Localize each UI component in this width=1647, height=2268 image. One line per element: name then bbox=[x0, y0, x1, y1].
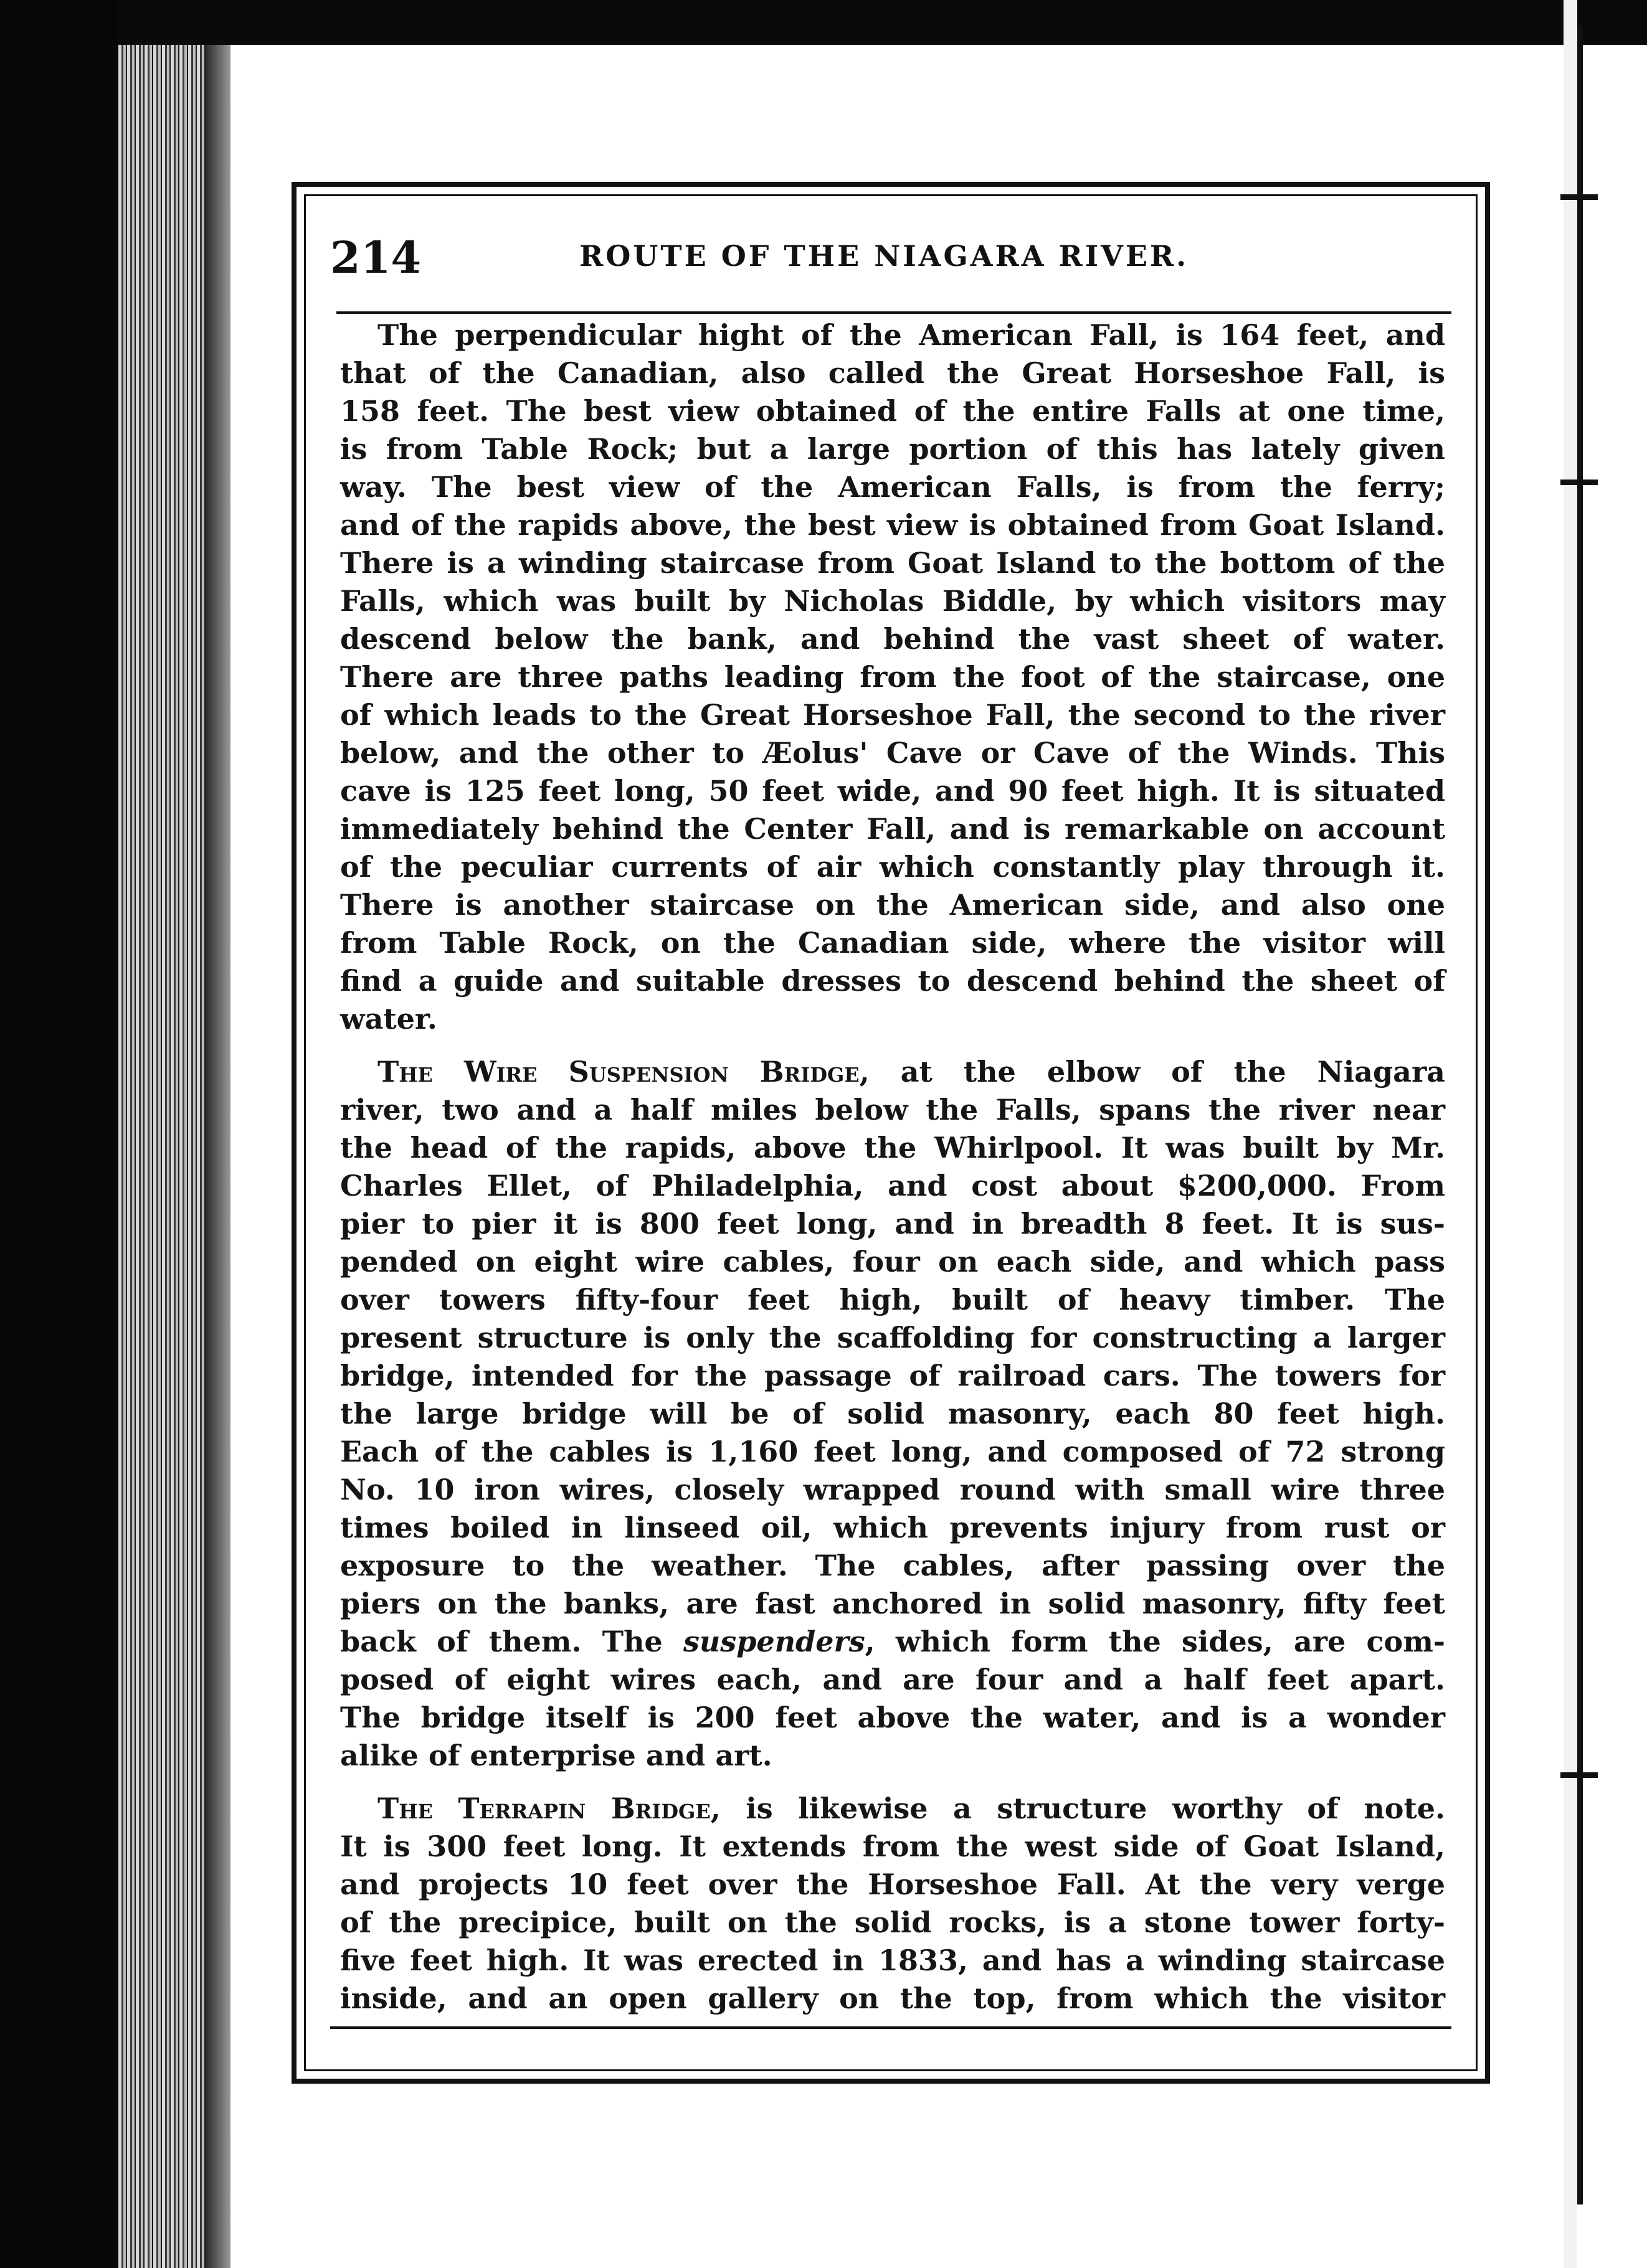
text-line: of which leads to the Great Horseshoe Fall, the second to the river bbox=[340, 698, 1445, 732]
text-line: way. The best view of the American Falls, is from the ferry; bbox=[340, 470, 1445, 504]
text-line: times boiled in linseed oil, which prevents injury from rust or bbox=[340, 1511, 1445, 1544]
gutter-shadow bbox=[206, 45, 230, 2268]
text-line bbox=[340, 1623, 1445, 1661]
right-rule-tick bbox=[1560, 194, 1598, 200]
scan-left-border bbox=[0, 0, 118, 2268]
text-line: Charles Ellet, of Philadelphia, and cost about $200,000. From bbox=[340, 1169, 1445, 1203]
page-number: 214 bbox=[330, 232, 422, 283]
text-line: the large bridge will be of solid masonry, each 80 feet high. bbox=[340, 1397, 1445, 1430]
text-line: inside, and an open gallery on the top, from which the visitor bbox=[340, 1982, 1445, 2015]
text-line: No. 10 iron wires, closely wrapped round with small wire three bbox=[340, 1473, 1445, 1506]
header-rule bbox=[336, 311, 1451, 314]
text-line: present structure is only the scaffolding for constructing a larger bbox=[340, 1321, 1445, 1354]
right-rule-tick bbox=[1560, 480, 1598, 485]
text-line: posed of eight wires each, and are four and a half feet apart. bbox=[340, 1663, 1445, 1696]
text-line: piers on the banks, are fast anchored in solid masonry, fifty feet bbox=[340, 1587, 1445, 1620]
text-line: 158 feet. The best view obtained of the entire Falls at one time, bbox=[340, 394, 1445, 428]
text-line: and projects 10 feet over the Horseshoe Fall. At the very verge bbox=[340, 1868, 1445, 1901]
text-line: The perpendicular hight of the American Fall, is 164 feet, and bbox=[377, 318, 1445, 352]
text-line: There are three paths leading from the foot of the staircase, one bbox=[340, 660, 1445, 694]
text-line: descend below the bank, and behind the vast sheet of water. bbox=[340, 622, 1445, 656]
text-span: , is likewise a structure worthy of note. bbox=[710, 1792, 1445, 1825]
text-line: of the peculiar currents of air which constantly play through it. bbox=[340, 850, 1445, 884]
text-line: There is another staircase on the American side, and also one bbox=[340, 888, 1445, 922]
text-line: cave is 125 feet long, 50 feet wide, and 90 feet high. It is situated bbox=[340, 774, 1445, 808]
text-line: the head of the rapids, above the Whirlpool. It was built by Mr. bbox=[340, 1131, 1445, 1165]
text-line: pier to pier it is 800 feet long, and in breadth 8 feet. It is sus- bbox=[340, 1207, 1445, 1240]
scan-top-border bbox=[0, 0, 1647, 45]
text-line: find a guide and suitable dresses to descend behind the sheet of bbox=[340, 964, 1445, 998]
text-line bbox=[340, 1053, 1445, 1091]
paragraph-terrapin-bridge bbox=[340, 1790, 1445, 2018]
text-span: , at the elbow of the Niagara bbox=[859, 1055, 1445, 1089]
paragraph-wire-suspension-bridge bbox=[340, 1053, 1445, 1775]
right-margin-rule bbox=[1577, 25, 1583, 2204]
text-line: There is a winding staircase from Goat Island to the bottom of the bbox=[340, 546, 1445, 580]
body-text bbox=[340, 316, 1445, 2018]
text-span: back of them. The bbox=[340, 1625, 683, 1658]
text-line: water. bbox=[340, 1002, 437, 1036]
right-margin-gap bbox=[1564, 0, 1577, 2268]
right-rule-tick bbox=[1560, 1772, 1598, 1778]
text-line: Falls, which was built by Nicholas Biddle, by which visitors may bbox=[340, 584, 1445, 618]
section-heading: The Terrapin Bridge bbox=[377, 1792, 711, 1825]
text-line: exposure to the weather. The cables, after passing over the bbox=[340, 1549, 1445, 1582]
text-line: and of the rapids above, the best view is obtained from Goat Island. bbox=[340, 508, 1445, 542]
paragraph-american-fall bbox=[340, 316, 1445, 1038]
text-span: , which form the sides, are com- bbox=[865, 1625, 1446, 1658]
text-line: bridge, intended for the passage of railroad cars. The towers for bbox=[340, 1359, 1445, 1392]
text-line: immediately behind the Center Fall, and is remarkable on account bbox=[340, 812, 1445, 846]
text-line: alike of enterprise and art. bbox=[340, 1739, 772, 1772]
text-line: is from Table Rock; but a large portion of this has lately given bbox=[340, 432, 1445, 466]
text-line: of the precipice, built on the solid rocks, is a stone tower forty- bbox=[340, 1906, 1445, 1939]
emphasized-word: suspenders bbox=[683, 1625, 865, 1658]
text-line: over towers fifty-four feet high, built of heavy timber. The bbox=[340, 1283, 1445, 1316]
text-line: It is 300 feet long. It extends from the west side of Goat Island, bbox=[340, 1830, 1445, 1863]
text-line: below, and the other to Æolus' Cave or Cave of the Winds. This bbox=[340, 736, 1445, 770]
text-line: pended on eight wire cables, four on each side, and which pass bbox=[340, 1245, 1445, 1278]
text-line: from Table Rock, on the Canadian side, where the visitor will bbox=[340, 926, 1445, 960]
footer-rule bbox=[330, 2026, 1451, 2029]
section-heading: The Wire Suspension Bridge bbox=[377, 1055, 860, 1089]
text-line: that of the Canadian, also called the Great Horseshoe Fall, is bbox=[340, 356, 1445, 390]
text-line bbox=[340, 1790, 1445, 1828]
text-line: The bridge itself is 200 feet above the water, and is a wonder bbox=[340, 1701, 1445, 1734]
text-line: river, two and a half miles below the Falls, spans the river near bbox=[340, 1093, 1445, 1127]
text-line: five feet high. It was erected in 1833, and has a winding staircase bbox=[340, 1944, 1445, 1977]
running-head: ROUTE OF THE NIAGARA RIVER. bbox=[579, 239, 1189, 273]
text-line: Each of the cables is 1,160 feet long, and composed of 72 strong bbox=[340, 1435, 1445, 1468]
